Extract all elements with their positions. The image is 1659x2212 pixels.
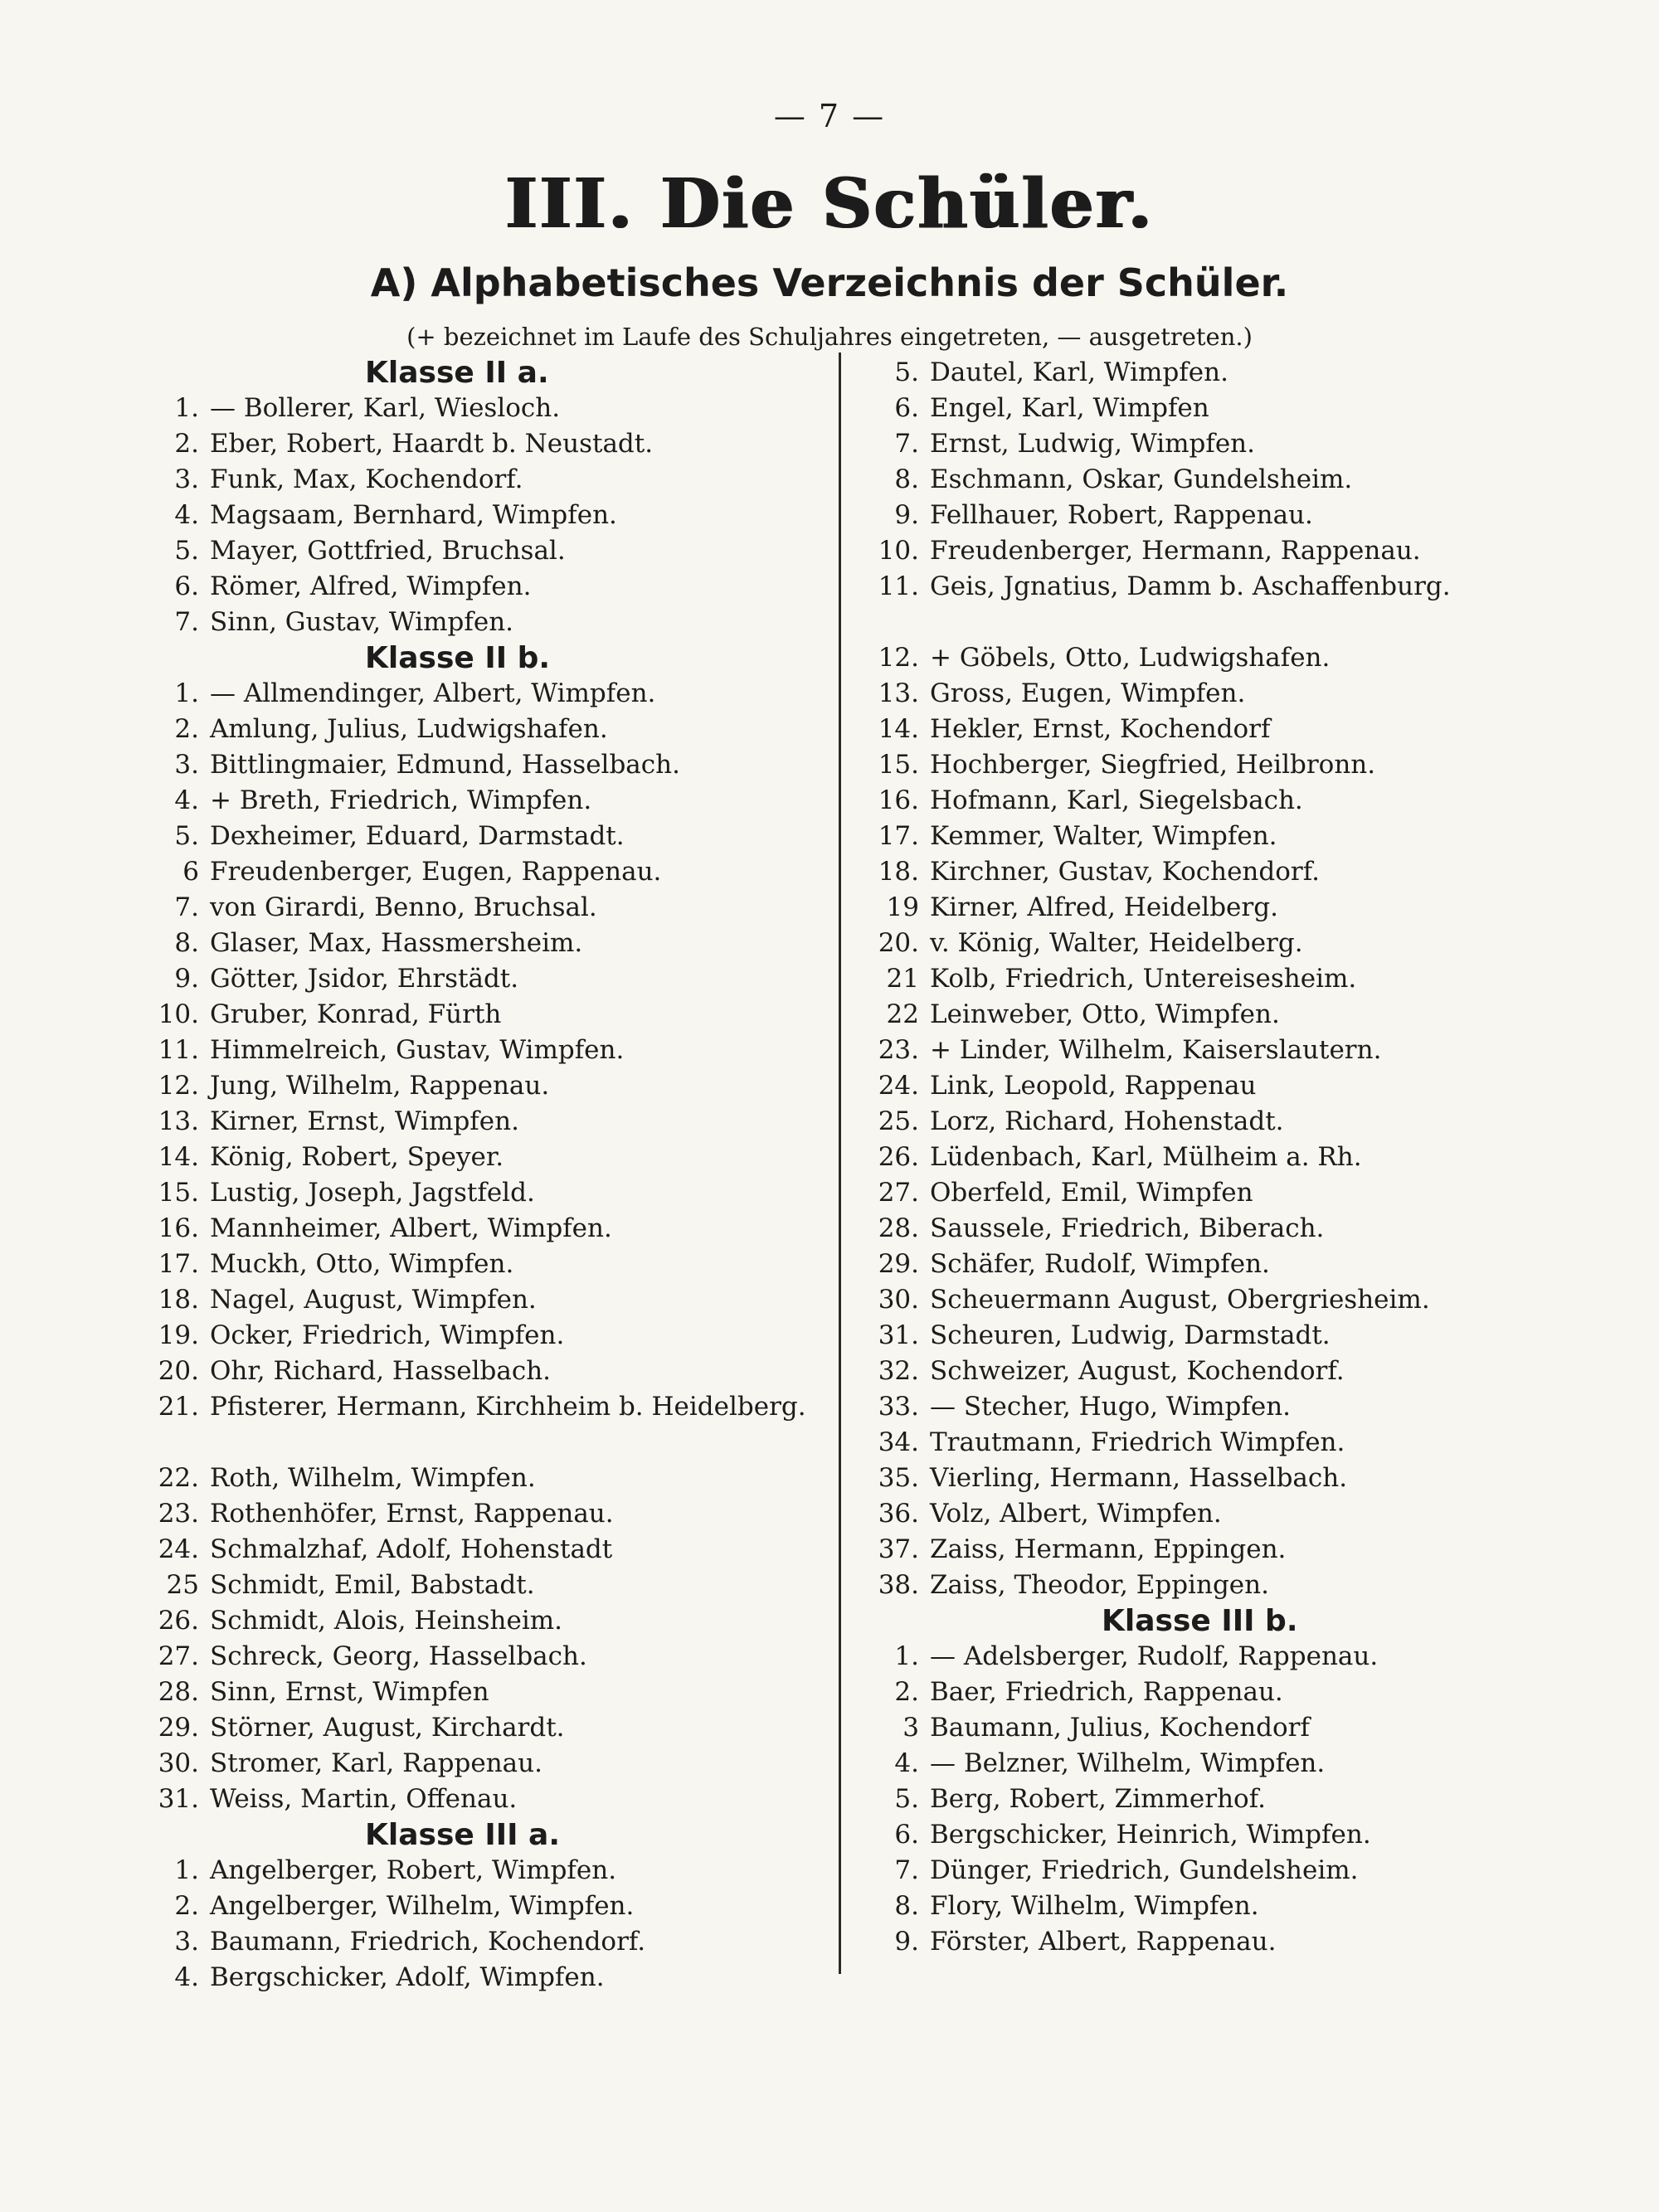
entry-number: 21. [158, 1392, 199, 1422]
entry-number: 24. [878, 1071, 919, 1101]
student-entry: Schäfer, Rudolf, Wimpfen. [930, 1249, 1270, 1279]
list-item [878, 1104, 1583, 1140]
entry-number: 4. [174, 1962, 199, 1992]
list-item [878, 1496, 1583, 1532]
entry-number: 31. [158, 1784, 199, 1814]
entry-number: 1. [174, 393, 199, 423]
student-entry: Dünger, Friedrich, Gundelsheim. [930, 1855, 1359, 1885]
student-entry: Hofmann, Karl, Siegelsbach. [930, 785, 1303, 815]
list-item [878, 640, 1583, 676]
list-item [878, 926, 1583, 961]
student-entry: Förster, Albert, Rappenau. [930, 1927, 1277, 1957]
list-item [158, 1746, 863, 1782]
list-item [878, 1354, 1583, 1389]
entry-number: 36. [878, 1499, 919, 1529]
entry-number: 27. [878, 1178, 919, 1208]
student-entry: Nagel, August, Wimpfen. [210, 1285, 537, 1315]
student-entry: Schmalzhaf, Adolf, Hohenstadt [210, 1534, 613, 1564]
student-entry: Kolb, Friedrich, Untereisesheim. [930, 964, 1357, 994]
student-entry: Eschmann, Oskar, Gundelsheim. [930, 464, 1353, 494]
student-entry: Berg, Robert, Zimmerhof. [930, 1784, 1266, 1814]
student-entry: Freudenberger, Eugen, Rappenau. [210, 857, 662, 887]
entry-number: 6. [894, 393, 919, 423]
student-entry: Roth, Wilhelm, Wimpfen. [210, 1463, 536, 1493]
student-entry: Link, Leopold, Rappenau [930, 1071, 1257, 1101]
student-entry: Lustig, Joseph, Jagstfeld. [210, 1178, 535, 1208]
entry-number: 35. [878, 1463, 919, 1493]
entry-number: 11. [878, 571, 919, 601]
class-heading-2b: Klasse II b. [365, 641, 551, 675]
list-item [878, 1568, 1583, 1603]
student-list-2a [158, 391, 863, 640]
entry-number: 16. [878, 785, 919, 815]
entry-number: 23. [158, 1499, 199, 1529]
student-list-3b [878, 1639, 1583, 1960]
entry-number: 5. [174, 536, 199, 566]
class-heading-3a: Klasse III a. [365, 1818, 561, 1852]
entry-number: 11. [158, 1035, 199, 1065]
entry-number: 25. [878, 1106, 919, 1136]
list-item [878, 426, 1583, 462]
entry-number: 5. [894, 357, 919, 387]
student-entry: Trautmann, Friedrich Wimpfen. [930, 1427, 1345, 1457]
entry-number: 25 [166, 1570, 199, 1600]
entry-number: 32. [878, 1356, 919, 1386]
list-item [158, 854, 863, 890]
entry-number: 4. [174, 785, 199, 815]
entry-number: 9. [894, 1927, 919, 1957]
entry-number: 14. [158, 1142, 199, 1172]
student-entry: Scheuermann August, Obergriesheim. [930, 1285, 1430, 1315]
list-item [878, 1247, 1583, 1282]
student-entry: Flory, Wilhelm, Wimpfen. [930, 1891, 1259, 1921]
list-item [158, 1461, 863, 1496]
list-item [158, 961, 863, 997]
student-entry: Bittlingmaier, Edmund, Hasselbach. [210, 750, 680, 780]
page-number: — 7 — [773, 98, 886, 134]
entry-number: 6 [182, 857, 199, 887]
list-item [878, 1282, 1583, 1318]
student-list-3a [158, 1853, 863, 1996]
list-item [878, 1318, 1583, 1354]
entry-number: 1. [174, 1855, 199, 1885]
list-item [158, 890, 863, 926]
entry-number: 30. [158, 1748, 199, 1778]
entry-number: 15. [158, 1178, 199, 1208]
list-item [878, 1675, 1583, 1710]
list-item [158, 1104, 863, 1140]
list-item [158, 712, 863, 747]
entry-number: 22 [886, 999, 919, 1029]
entry-number: 23. [878, 1035, 919, 1065]
entry-number: 17. [878, 821, 919, 851]
student-entry: Angelberger, Wilhelm, Wimpfen. [210, 1891, 635, 1921]
student-entry: v. König, Walter, Heidelberg. [930, 928, 1303, 958]
student-entry: — Stecher, Hugo, Wimpfen. [930, 1392, 1292, 1422]
list-item [158, 1354, 863, 1389]
page-title: III. Die Schüler. [504, 164, 1155, 244]
entry-number: 13. [878, 678, 919, 708]
student-entry: Kemmer, Walter, Wimpfen. [930, 821, 1277, 851]
student-entry: Lorz, Richard, Hohenstadt. [930, 1106, 1284, 1136]
student-entry: Dautel, Karl, Wimpfen. [930, 357, 1228, 387]
student-entry: Kirchner, Gustav, Kochendorf. [930, 857, 1320, 887]
student-entry: Störner, August, Kirchardt. [210, 1713, 565, 1743]
list-item [158, 569, 863, 605]
list-item [878, 1924, 1583, 1960]
student-entry: Eber, Robert, Haardt b. Neustadt. [210, 429, 654, 459]
entry-number: 26. [878, 1142, 919, 1172]
entry-number: 6. [894, 1820, 919, 1850]
student-entry: Bergschicker, Adolf, Wimpfen. [210, 1962, 605, 1992]
list-item [878, 391, 1583, 426]
student-entry: Engel, Karl, Wimpfen [930, 393, 1209, 423]
entry-number: 22. [158, 1463, 199, 1493]
student-entry: + Breth, Friedrich, Wimpfen. [210, 785, 592, 815]
class-heading-2a: Klasse II a. [365, 356, 549, 390]
entry-number: 33. [878, 1392, 919, 1422]
student-entry: Weiss, Martin, Offenau. [210, 1784, 518, 1814]
entry-number: 14. [878, 714, 919, 744]
list-item [158, 391, 863, 426]
list-item [878, 1211, 1583, 1247]
list-item [878, 1782, 1583, 1817]
student-entry: Kirner, Alfred, Heidelberg. [930, 892, 1278, 922]
student-list-3a-continued [878, 355, 1583, 1603]
left-column [158, 355, 863, 1996]
entry-number: 5. [894, 1784, 919, 1814]
list-item [878, 1033, 1583, 1068]
entry-number: 7. [894, 429, 919, 459]
list-item [158, 1033, 863, 1068]
list-item [158, 1924, 863, 1960]
list-item [878, 961, 1583, 997]
student-entry: Baer, Friedrich, Rappenau. [930, 1677, 1283, 1707]
student-entry: König, Robert, Speyer. [210, 1142, 504, 1172]
entry-number: 16. [158, 1213, 199, 1243]
list-item [878, 1639, 1583, 1675]
list-item [158, 426, 863, 462]
student-entry: — Adelsberger, Rudolf, Rappenau. [930, 1641, 1379, 1671]
list-item [878, 569, 1583, 640]
student-entry: Volz, Albert, Wimpfen. [930, 1499, 1222, 1529]
student-entry: Geis, Jgnatius, Damm b. Aschaffenburg. [930, 571, 1451, 601]
class-heading-3b: Klasse III b. [1102, 1604, 1298, 1638]
list-item [158, 1532, 863, 1568]
student-entry: Bergschicker, Heinrich, Wimpfen. [930, 1820, 1371, 1850]
entry-number: 7. [894, 1855, 919, 1885]
list-item [158, 747, 863, 783]
student-entry: — Belzner, Wilhelm, Wimpfen. [930, 1748, 1326, 1778]
list-item [878, 997, 1583, 1033]
entry-number: 19 [886, 892, 919, 922]
list-item [878, 533, 1583, 569]
student-list-2b [158, 676, 863, 1817]
list-item [158, 533, 863, 569]
student-entry: Stromer, Karl, Rappenau. [210, 1748, 542, 1778]
student-entry: Hochberger, Siegfried, Heilbronn. [930, 750, 1376, 780]
list-item [878, 1853, 1583, 1889]
student-entry: Sinn, Ernst, Wimpfen [210, 1677, 489, 1707]
entry-number: 3 [902, 1713, 919, 1743]
student-entry: Baumann, Friedrich, Kochendorf. [210, 1927, 646, 1957]
entry-number: 1. [174, 678, 199, 708]
student-entry: Römer, Alfred, Wimpfen. [210, 571, 532, 601]
student-entry: Götter, Jsidor, Ehrstädt. [210, 964, 519, 994]
student-entry: Freudenberger, Hermann, Rappenau. [930, 536, 1421, 566]
list-item [158, 1853, 863, 1889]
list-item [878, 355, 1583, 391]
list-item [158, 1068, 863, 1104]
entry-number: 2. [174, 1891, 199, 1921]
list-item [878, 1140, 1583, 1175]
list-item [158, 676, 863, 712]
list-item [158, 1568, 863, 1603]
list-item [878, 783, 1583, 819]
list-item [158, 1389, 863, 1461]
student-entry: Ohr, Richard, Hasselbach. [210, 1356, 552, 1386]
entry-number: 4. [894, 1748, 919, 1778]
entry-number: 29. [158, 1713, 199, 1743]
list-item [878, 747, 1583, 783]
student-entry: Lüdenbach, Karl, Mülheim a. Rh. [930, 1142, 1362, 1172]
student-entry: + Göbels, Otto, Ludwigshafen. [930, 643, 1331, 673]
student-entry: Leinweber, Otto, Wimpfen. [930, 999, 1280, 1029]
student-entry: Dexheimer, Eduard, Darmstadt. [210, 821, 625, 851]
list-item [158, 926, 863, 961]
page-subtitle: A) Alphabetisches Verzeichnis der Schüler. [370, 260, 1289, 305]
entry-number: 1. [894, 1641, 919, 1671]
list-item [158, 1960, 863, 1996]
entry-number: 17. [158, 1249, 199, 1279]
entry-number: 3. [174, 750, 199, 780]
entry-number: 8. [174, 928, 199, 958]
list-item [158, 1175, 863, 1211]
list-item [878, 1746, 1583, 1782]
list-item [878, 1461, 1583, 1496]
entry-number: 24. [158, 1534, 199, 1564]
list-item [878, 890, 1583, 926]
student-entry: Pfisterer, Hermann, Kirchheim b. Heidelberg. [210, 1392, 806, 1422]
student-entry: Glaser, Max, Hassmersheim. [210, 928, 583, 958]
student-entry: Saussele, Friedrich, Biberach. [930, 1213, 1325, 1243]
student-entry: Scheuren, Ludwig, Darmstadt. [930, 1320, 1331, 1350]
entry-number: 21 [886, 964, 919, 994]
list-item [878, 1175, 1583, 1211]
list-item [158, 997, 863, 1033]
student-entry: Ocker, Friedrich, Wimpfen. [210, 1320, 565, 1350]
student-entry: Hekler, Ernst, Kochendorf [930, 714, 1271, 744]
list-item [878, 498, 1583, 533]
entry-number: 10. [158, 999, 199, 1029]
right-column [878, 355, 1583, 1960]
entry-number: 38. [878, 1570, 919, 1600]
student-entry: Oberfeld, Emil, Wimpfen [930, 1178, 1253, 1208]
entry-number: 2. [894, 1677, 919, 1707]
student-entry: Schweizer, August, Kochendorf. [930, 1356, 1345, 1386]
list-item [158, 1282, 863, 1318]
entry-number: 3. [174, 1927, 199, 1957]
list-item [158, 1782, 863, 1817]
student-entry: Schmidt, Emil, Babstadt. [210, 1570, 535, 1600]
entry-number: 19. [158, 1320, 199, 1350]
student-entry: Angelberger, Robert, Wimpfen. [210, 1855, 617, 1885]
entry-number: 7. [174, 607, 199, 637]
list-item [158, 462, 863, 498]
entry-number: 30. [878, 1285, 919, 1315]
entry-number: 18. [158, 1285, 199, 1315]
entry-number: 12. [878, 643, 919, 673]
student-entry: Mayer, Gottfried, Bruchsal. [210, 536, 566, 566]
list-item [878, 462, 1583, 498]
entry-number: 28. [158, 1677, 199, 1707]
entry-number: 15. [878, 750, 919, 780]
student-entry: Schreck, Georg, Hasselbach. [210, 1641, 587, 1671]
list-item [878, 712, 1583, 747]
entry-number: 28. [878, 1213, 919, 1243]
student-entry: Baumann, Julius, Kochendorf [930, 1713, 1310, 1743]
entry-number: 3. [174, 464, 199, 494]
student-entry: Jung, Wilhelm, Rappenau. [210, 1071, 550, 1101]
student-entry: Muckh, Otto, Wimpfen. [210, 1249, 514, 1279]
list-item [158, 819, 863, 854]
entry-number: 2. [174, 429, 199, 459]
list-item [158, 1675, 863, 1710]
list-item [158, 605, 863, 640]
student-entry: Vierling, Hermann, Hasselbach. [930, 1463, 1348, 1493]
student-entry: Zaiss, Hermann, Eppingen. [930, 1534, 1287, 1564]
entry-number: 31. [878, 1320, 919, 1350]
list-item [158, 1603, 863, 1639]
list-item [158, 1889, 863, 1924]
entry-number: 8. [894, 1891, 919, 1921]
entry-number: 34. [878, 1427, 919, 1457]
list-item [158, 1140, 863, 1175]
list-item [878, 1389, 1583, 1425]
student-entry: + Linder, Wilhelm, Kaiserslautern. [930, 1035, 1382, 1065]
student-entry: Mannheimer, Albert, Wimpfen. [210, 1213, 612, 1243]
entry-number: 7. [174, 892, 199, 922]
list-item [878, 1068, 1583, 1104]
student-entry: Fellhauer, Robert, Rappenau. [930, 500, 1313, 530]
student-entry: — Allmendinger, Albert, Wimpfen. [210, 678, 656, 708]
list-item [878, 1889, 1583, 1924]
student-entry: Sinn, Gustav, Wimpfen. [210, 607, 514, 637]
entry-number: 27. [158, 1641, 199, 1671]
list-item [878, 676, 1583, 712]
student-entry: Magsaam, Bernhard, Wimpfen. [210, 500, 617, 530]
list-item [878, 1532, 1583, 1568]
entry-number: 18. [878, 857, 919, 887]
student-entry: Rothenhöfer, Ernst, Rappenau. [210, 1499, 614, 1529]
student-entry: von Girardi, Benno, Bruchsal. [210, 892, 597, 922]
list-item [158, 1247, 863, 1282]
list-item [878, 1425, 1583, 1461]
entry-number: 2. [174, 714, 199, 744]
entry-number: 12. [158, 1071, 199, 1101]
legend-note: (+ bezeichnet im Laufe des Schuljahres eingetreten, — ausgetreten.) [406, 323, 1253, 351]
entry-number: 13. [158, 1106, 199, 1136]
list-item [158, 1639, 863, 1675]
student-entry: Amlung, Julius, Ludwigshafen. [210, 714, 608, 744]
student-entry: Gross, Eugen, Wimpfen. [930, 678, 1246, 708]
student-entry: Schmidt, Alois, Heinsheim. [210, 1606, 563, 1636]
entry-number: 20. [158, 1356, 199, 1386]
student-entry: Funk, Max, Kochendorf. [210, 464, 523, 494]
list-item [158, 1496, 863, 1532]
entry-number: 8. [894, 464, 919, 494]
list-item [158, 498, 863, 533]
entry-number: 6. [174, 571, 199, 601]
list-item [158, 1211, 863, 1247]
student-entry: Kirner, Ernst, Wimpfen. [210, 1106, 519, 1136]
list-item [878, 819, 1583, 854]
student-entry: — Bollerer, Karl, Wiesloch. [210, 393, 561, 423]
entry-number: 10. [878, 536, 919, 566]
list-item [158, 1710, 863, 1746]
entry-number: 5. [174, 821, 199, 851]
entry-number: 20. [878, 928, 919, 958]
list-item [158, 783, 863, 819]
list-item [878, 1710, 1583, 1746]
entry-number: 9. [894, 500, 919, 530]
list-item [878, 1817, 1583, 1853]
entry-number: 26. [158, 1606, 199, 1636]
list-item [158, 1318, 863, 1354]
student-entry: Ernst, Ludwig, Wimpfen. [930, 429, 1255, 459]
entry-number: 37. [878, 1534, 919, 1564]
entry-number: 29. [878, 1249, 919, 1279]
entry-number: 4. [174, 500, 199, 530]
list-item [878, 854, 1583, 890]
student-entry: Gruber, Konrad, Fürth [210, 999, 502, 1029]
entry-number: 9. [174, 964, 199, 994]
student-entry: Himmelreich, Gustav, Wimpfen. [210, 1035, 625, 1065]
student-entry: Zaiss, Theodor, Eppingen. [930, 1570, 1269, 1600]
